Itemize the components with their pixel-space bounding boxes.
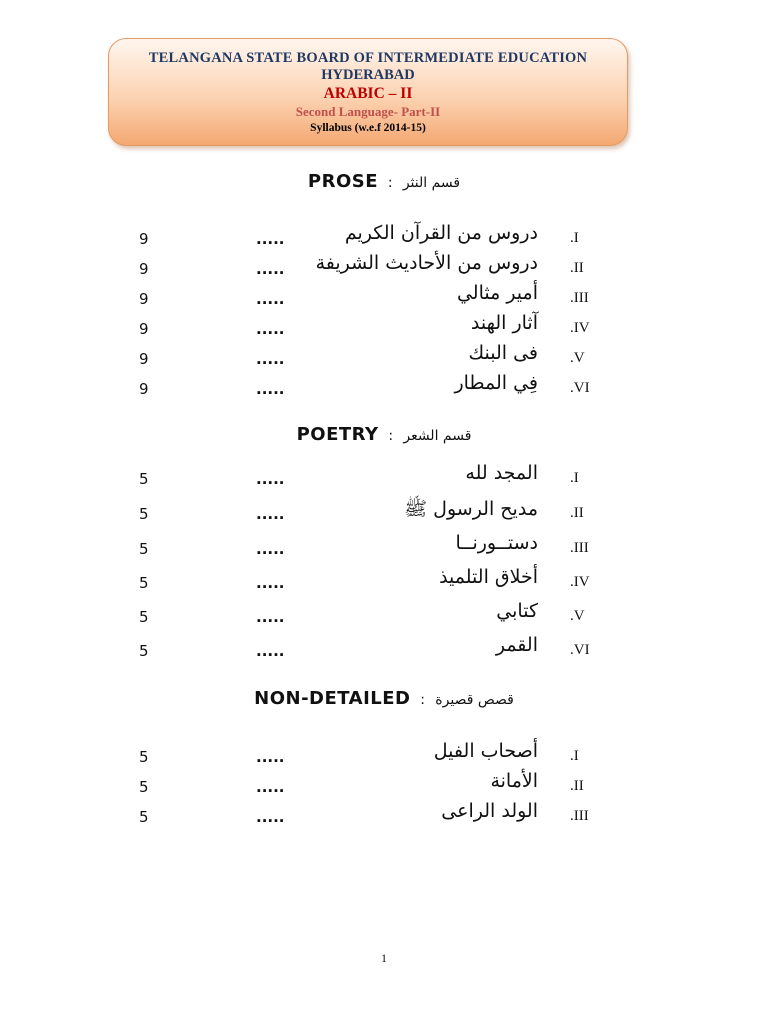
roman-numeral: .I (570, 470, 579, 486)
lesson-title: أخلاق التلميذ (439, 566, 538, 588)
roman-numeral: .VI (570, 642, 590, 658)
list-item (0, 252, 768, 290)
lesson-title: دستــورنــا (455, 532, 538, 554)
leader-dots: ..... (256, 574, 285, 592)
section-label-ar: قسم النثر (402, 175, 461, 191)
syllabus-year: Syllabus (w.e.f 2014-15) (310, 122, 426, 135)
section-separator: : (388, 428, 394, 444)
leader-dots: ..... (256, 608, 285, 626)
periods: 5 (139, 778, 149, 796)
list-item (0, 372, 768, 410)
roman-numeral: .III (570, 808, 589, 824)
list-item (0, 532, 768, 570)
page-number: 1 (381, 951, 387, 965)
periods: 9 (139, 290, 149, 308)
lesson-title: أصحاب الفيل (433, 740, 538, 762)
section-label-ar: قصص قصيرة (435, 692, 514, 708)
leader-dots: ..... (256, 290, 285, 308)
lesson-title: أمير مثالي (456, 282, 538, 304)
list-item (0, 770, 768, 808)
subject-title: ARABIC – II (323, 85, 413, 103)
list-item (0, 634, 768, 672)
list-item (0, 312, 768, 350)
roman-numeral: .V (570, 608, 585, 624)
periods: 9 (139, 320, 149, 338)
lesson-title: الأمانة (490, 770, 538, 792)
roman-numeral: .III (570, 540, 589, 556)
roman-numeral: .II (570, 505, 584, 521)
section-heading-non-detailed (0, 688, 768, 709)
list-item (0, 600, 768, 638)
leader-dots: ..... (256, 230, 285, 248)
list-item (0, 342, 768, 380)
leader-dots: ..... (256, 320, 285, 338)
lesson-title: كتابي (496, 600, 538, 622)
roman-numeral: .IV (570, 320, 590, 336)
roman-numeral: .IV (570, 574, 590, 590)
list-item (0, 740, 768, 778)
board-name: TELANGANA STATE BOARD OF INTERMEDIATE EDUCATION (148, 50, 588, 66)
periods: 5 (139, 505, 149, 523)
list-item (0, 566, 768, 604)
list-item (0, 498, 768, 535)
roman-numeral: .I (570, 230, 579, 246)
lesson-title: فى البنك (468, 342, 538, 364)
periods: 5 (139, 808, 149, 826)
leader-dots: ..... (256, 380, 285, 398)
leader-dots: ..... (256, 778, 285, 796)
periods: 5 (139, 608, 149, 626)
roman-numeral: .I (570, 748, 579, 764)
lesson-title: المجد لله (465, 462, 538, 484)
periods: 5 (139, 470, 149, 488)
list-item (0, 282, 768, 320)
lesson-title: دروس من القرآن الكريم (344, 222, 538, 244)
leader-dots: ..... (256, 350, 285, 368)
section-heading-prose (0, 171, 768, 192)
leader-dots: ..... (256, 540, 285, 558)
periods: 9 (139, 350, 149, 368)
leader-dots: ..... (256, 748, 285, 766)
city-name: HYDERABAD (321, 66, 415, 83)
periods: 5 (139, 574, 149, 592)
leader-dots: ..... (256, 505, 285, 523)
section-label-en: NON-DETAILED (254, 688, 411, 709)
periods: 5 (139, 748, 149, 766)
leader-dots: ..... (256, 808, 285, 826)
list-item (0, 800, 768, 838)
section-label-ar: قسم الشعر (403, 428, 472, 444)
roman-numeral: .II (570, 260, 584, 276)
leader-dots: ..... (256, 642, 285, 660)
leader-dots: ..... (256, 470, 285, 488)
title-banner (108, 38, 628, 146)
section-label-en: PROSE (307, 171, 379, 192)
periods: 5 (139, 540, 149, 558)
periods: 9 (139, 230, 149, 248)
periods: 9 (139, 380, 149, 398)
lesson-title: القمر (495, 634, 538, 656)
roman-numeral: .II (570, 778, 584, 794)
lesson-title: مديح الرسول ﷺ (404, 498, 538, 520)
language-part: Second Language- Part-II (295, 104, 441, 120)
roman-numeral: .V (570, 350, 585, 366)
section-label-en: POETRY (296, 424, 379, 445)
roman-numeral: .III (570, 290, 589, 306)
lesson-title: فِي المطار (454, 372, 538, 394)
roman-numeral: .VI (570, 380, 590, 396)
leader-dots: ..... (256, 260, 285, 278)
periods: 5 (139, 642, 149, 660)
section-heading-poetry (0, 424, 768, 445)
list-item (0, 462, 768, 500)
lesson-title: آثار الهند (470, 312, 538, 334)
section-separator: : (387, 175, 394, 191)
lesson-title: الولد الراعى (441, 800, 538, 822)
lesson-title: دروس من الأحاديث الشريفة (315, 252, 538, 274)
section-separator: : (420, 692, 426, 708)
periods: 9 (139, 260, 149, 278)
